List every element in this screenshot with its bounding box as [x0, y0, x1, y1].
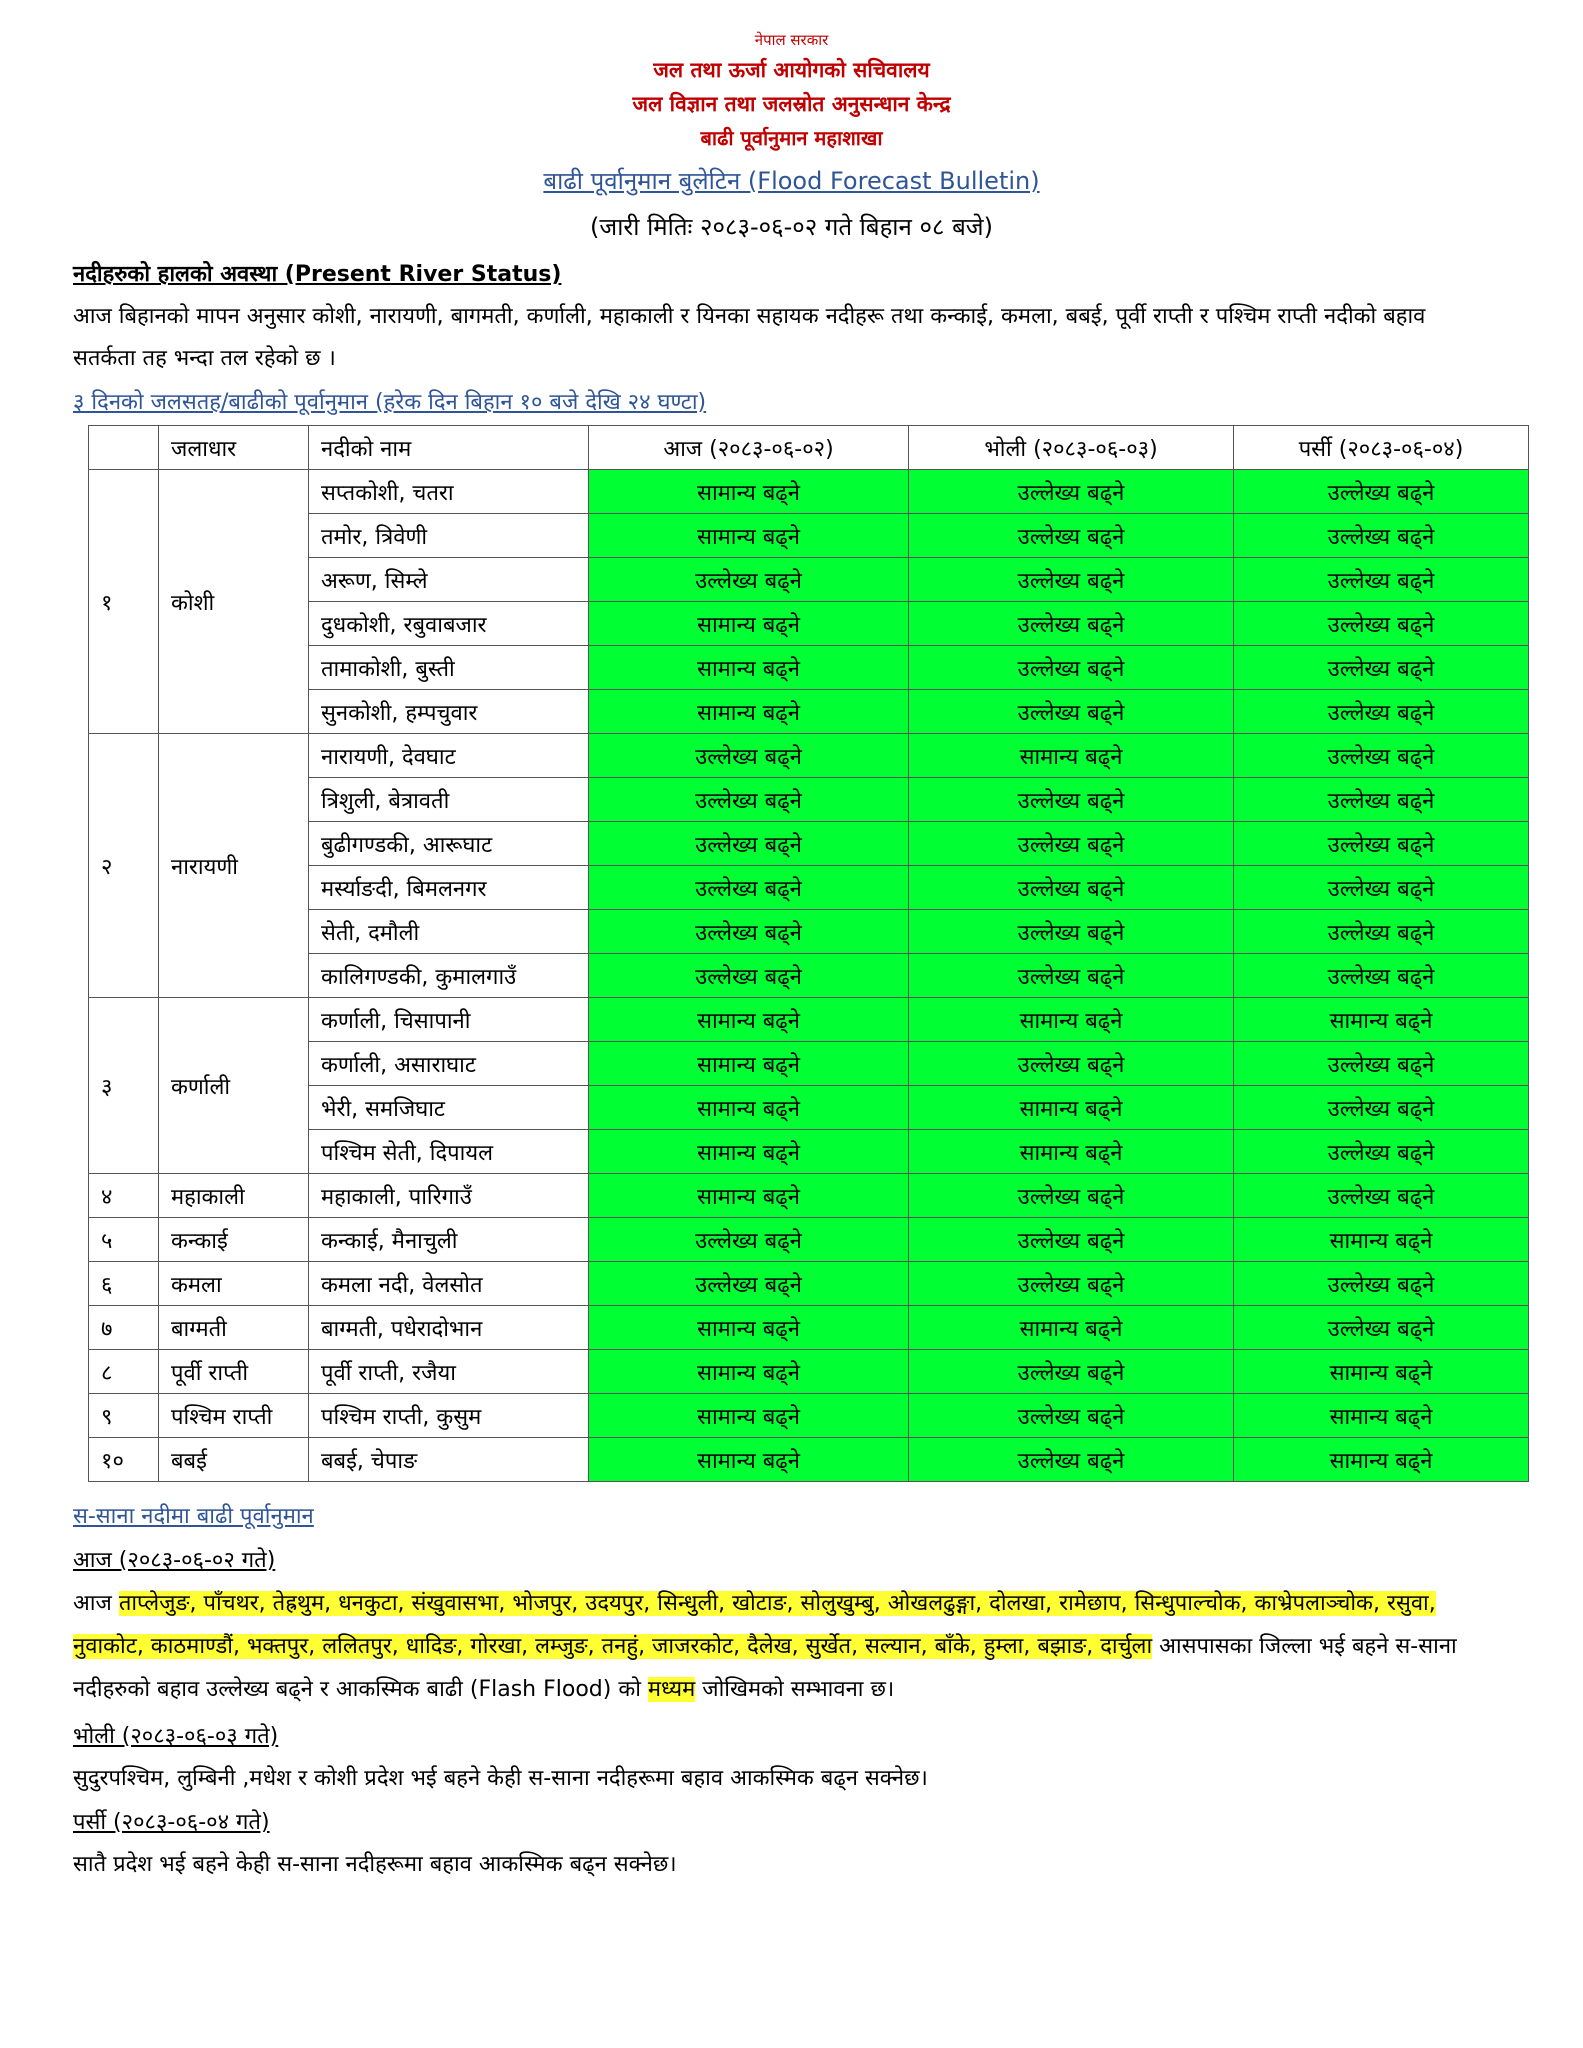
- forecast-dayafter: उल्लेख्य बढ्ने: [1234, 778, 1529, 822]
- forecast-today: सामान्य बढ्ने: [589, 470, 909, 514]
- forecast-dayafter: सामान्य बढ्ने: [1234, 1218, 1529, 1262]
- basin-name: महाकाली: [159, 1174, 309, 1218]
- today-suffix: जोखिमको सम्भावना छ।: [695, 1677, 895, 1702]
- forecast-dayafter: उल्लेख्य बढ्ने: [1234, 822, 1529, 866]
- river-station: दुधकोशी, रबुवाबजार: [309, 602, 589, 646]
- forecast-today: उल्लेख्य बढ्ने: [589, 954, 909, 998]
- forecast-dayafter: उल्लेख्य बढ्ने: [1234, 1130, 1529, 1174]
- col-dayafter-header: पर्सी (२०८३-०६-०४): [1234, 426, 1529, 470]
- river-station: अरूण, सिम्ले: [309, 558, 589, 602]
- col-today-header: आज (२०८३-०६-०२): [589, 426, 909, 470]
- table-row: [89, 470, 1529, 514]
- department-name: जल विज्ञान तथा जलस्रोत अनुसन्धान केन्द्र: [632, 92, 951, 116]
- forecast-tomorrow: उल्लेख्य बढ्ने: [909, 558, 1234, 602]
- basin-name: पूर्वी राप्ती: [159, 1350, 309, 1394]
- col-river-header: नदीको नाम: [309, 426, 589, 470]
- forecast-tomorrow: उल्लेख्य बढ्ने: [909, 514, 1234, 558]
- forecast-heading: ३ दिनको जलसतह/बाढीको पूर्वानुमान (हरेक दिन बिहान १० बजे देखि २४ घण्टा): [73, 390, 707, 415]
- table-row: [89, 1306, 1529, 1350]
- forecast-today: उल्लेख्य बढ्ने: [589, 558, 909, 602]
- government-name: नेपाल सरकार: [754, 31, 829, 49]
- basin-index: १०: [89, 1438, 159, 1482]
- basin-index: ७: [89, 1306, 159, 1350]
- issued-date: (जारी मितिः २०८३-०६-०२ गते बिहान ०८ बजे): [590, 213, 993, 241]
- river-station: महाकाली, पारिगाउँ: [309, 1174, 589, 1218]
- forecast-today: उल्लेख्य बढ्ने: [589, 822, 909, 866]
- river-station: सप्तकोशी, चतरा: [309, 470, 589, 514]
- forecast-dayafter: उल्लेख्य बढ्ने: [1234, 866, 1529, 910]
- dayafter-heading: पर्सी (२०८३-०६-०४ गते): [73, 1810, 270, 1835]
- forecast-dayafter: उल्लेख्य बढ्ने: [1234, 1174, 1529, 1218]
- river-station: सेती, दमौली: [309, 910, 589, 954]
- forecast-today: सामान्य बढ्ने: [589, 646, 909, 690]
- forecast-dayafter: उल्लेख्य बढ्ने: [1234, 954, 1529, 998]
- basin-index: ६: [89, 1262, 159, 1306]
- forecast-dayafter: उल्लेख्य बढ्ने: [1234, 734, 1529, 778]
- secretariat-name: जल तथा ऊर्जा आयोगको सचिवालय: [653, 58, 930, 82]
- forecast-today: सामान्य बढ्ने: [589, 1394, 909, 1438]
- tomorrow-forecast-text: सुदुरपश्चिम, लुम्बिनी ,मधेश र कोशी प्रदेश भई बहने केही स-साना नदीहरूमा बहाव आकस्मिक बढ्न सक्नेछ।: [73, 1766, 928, 1791]
- division-name: बाढी पूर्वानुमान महाशाखा: [700, 126, 883, 150]
- basin-index: २: [89, 734, 159, 998]
- col-tomorrow-header: भोली (२०८३-०६-०३): [909, 426, 1234, 470]
- river-station: कालिगण्डकी, कुमालगाउँ: [309, 954, 589, 998]
- forecast-tomorrow: उल्लेख्य बढ्ने: [909, 1042, 1234, 1086]
- basin-name: कर्णाली: [159, 998, 309, 1174]
- basin-index: ५: [89, 1218, 159, 1262]
- river-station: बाग्मती, पधेरादोभान: [309, 1306, 589, 1350]
- basin-name: कन्काई: [159, 1218, 309, 1262]
- river-station: पश्चिम राप्ती, कुसुम: [309, 1394, 589, 1438]
- river-station: बबई, चेपाङ: [309, 1438, 589, 1482]
- forecast-tomorrow: उल्लेख्य बढ्ने: [909, 1262, 1234, 1306]
- forecast-today: उल्लेख्य बढ्ने: [589, 1262, 909, 1306]
- dayafter-forecast-text: सातै प्रदेश भई बहने केही स-साना नदीहरूमा बहाव आकस्मिक बढ्न सक्नेछ।: [73, 1852, 677, 1877]
- forecast-table: [88, 425, 1529, 1482]
- forecast-today: सामान्य बढ्ने: [589, 998, 909, 1042]
- forecast-tomorrow: उल्लेख्य बढ्ने: [909, 778, 1234, 822]
- basin-name: कमला: [159, 1262, 309, 1306]
- forecast-today: सामान्य बढ्ने: [589, 514, 909, 558]
- basin-name: कोशी: [159, 470, 309, 734]
- forecast-dayafter: उल्लेख्य बढ्ने: [1234, 690, 1529, 734]
- river-station: कमला नदी, वेलसोत: [309, 1262, 589, 1306]
- forecast-dayafter: उल्लेख्य बढ्ने: [1234, 1262, 1529, 1306]
- forecast-dayafter: उल्लेख्य बढ्ने: [1234, 1042, 1529, 1086]
- forecast-tomorrow: उल्लेख्य बढ्ने: [909, 910, 1234, 954]
- forecast-tomorrow: सामान्य बढ्ने: [909, 1306, 1234, 1350]
- forecast-today: सामान्य बढ्ने: [589, 1174, 909, 1218]
- table-row: [89, 1262, 1529, 1306]
- basin-name: नारायणी: [159, 734, 309, 998]
- small-rivers-heading: स-साना नदीमा बाढी पूर्वानुमान: [73, 1504, 314, 1529]
- forecast-today: सामान्य बढ्ने: [589, 690, 909, 734]
- river-station: नारायणी, देवघाट: [309, 734, 589, 778]
- table-row: [89, 1218, 1529, 1262]
- forecast-today: उल्लेख्य बढ्ने: [589, 866, 909, 910]
- river-station: कर्णाली, असाराघाट: [309, 1042, 589, 1086]
- forecast-table-body: [89, 470, 1529, 1482]
- table-row: [89, 1350, 1529, 1394]
- basin-index: ८: [89, 1350, 159, 1394]
- forecast-tomorrow: सामान्य बढ्ने: [909, 1130, 1234, 1174]
- basin-index: १: [89, 470, 159, 734]
- forecast-dayafter: उल्लेख्य बढ्ने: [1234, 646, 1529, 690]
- forecast-dayafter: सामान्य बढ्ने: [1234, 998, 1529, 1042]
- today-heading: आज (२०८३-०६-०२ गते): [73, 1548, 276, 1573]
- forecast-today: सामान्य बढ्ने: [589, 602, 909, 646]
- present-status-text: आज बिहानको मापन अनुसार कोशी, नारायणी, बागमती, कर्णाली, महाकाली र यिनका सहायक नदीहरू तथा कन्काई, कमला, बबई, पूर्वी राप्ती र पश्चिम राप्ती नदीको बहाव सतर्कता तह भन्दा तल रहेको छ ।: [73, 304, 1426, 371]
- forecast-dayafter: सामान्य बढ्ने: [1234, 1394, 1529, 1438]
- forecast-dayafter: उल्लेख्य बढ्ने: [1234, 1306, 1529, 1350]
- table-header-row: [89, 426, 1529, 470]
- forecast-dayafter: सामान्य बढ्ने: [1234, 1438, 1529, 1482]
- forecast-tomorrow: उल्लेख्य बढ्ने: [909, 646, 1234, 690]
- forecast-today: सामान्य बढ्ने: [589, 1130, 909, 1174]
- tomorrow-heading: भोली (२०८३-०६-०३ गते): [73, 1724, 279, 1749]
- forecast-tomorrow: उल्लेख्य बढ्ने: [909, 1350, 1234, 1394]
- basin-name: बबई: [159, 1438, 309, 1482]
- forecast-tomorrow: सामान्य बढ्ने: [909, 1086, 1234, 1130]
- forecast-tomorrow: सामान्य बढ्ने: [909, 734, 1234, 778]
- basin-name: बाग्मती: [159, 1306, 309, 1350]
- today-districts: ताप्लेजुङ, पाँचथर, तेह्रथुम, धनकुटा, संखुवासभा, भोजपुर, उदयपुर, सिन्धुली, खोटाङ, सोलुखुम्बु, ओखलढुङ्गा, दोलखा, रामेछाप, सिन्धुपाल्चोक, काभ्रेपलाञ्चोक, रसुवा, नुवाकोट, काठमाण्डौं, भक्तपुर, ललितपुर, धादिङ, गोरखा, लम्जुङ, तनहुं, जाजरकोट, दैलेख, सुर्खेत, सल्यान, बाँके, हुम्ला, बझाङ, दार्चुला: [73, 1591, 1436, 1659]
- river-station: तमोर, त्रिवेणी: [309, 514, 589, 558]
- table-row: [89, 734, 1529, 778]
- forecast-tomorrow: उल्लेख्य बढ्ने: [909, 1218, 1234, 1262]
- forecast-tomorrow: उल्लेख्य बढ्ने: [909, 470, 1234, 514]
- forecast-today: उल्लेख्य बढ्ने: [589, 910, 909, 954]
- forecast-tomorrow: उल्लेख्य बढ्ने: [909, 822, 1234, 866]
- forecast-tomorrow: उल्लेख्य बढ्ने: [909, 1394, 1234, 1438]
- risk-level: मध्यम: [647, 1677, 696, 1702]
- col-index-header: [89, 426, 159, 470]
- table-row: [89, 1394, 1529, 1438]
- forecast-today: सामान्य बढ्ने: [589, 1438, 909, 1482]
- table-row: [89, 998, 1529, 1042]
- table-row: [89, 1438, 1529, 1482]
- forecast-tomorrow: उल्लेख्य बढ्ने: [909, 954, 1234, 998]
- forecast-tomorrow: उल्लेख्य बढ्ने: [909, 1438, 1234, 1482]
- forecast-today: सामान्य बढ्ने: [589, 1086, 909, 1130]
- today-middle: आसपासका जिल्ला भई बहने स-साना नदीहरुको बहाव उल्लेख्य बढ्ने र आकस्मिक बाढी (Flash Flood) को: [73, 1634, 1457, 1702]
- river-station: त्रिशुली, बेत्रावती: [309, 778, 589, 822]
- river-station: तामाकोशी, बुस्ती: [309, 646, 589, 690]
- river-station: बुढीगण्डकी, आरूघाट: [309, 822, 589, 866]
- forecast-tomorrow: सामान्य बढ्ने: [909, 998, 1234, 1042]
- today-forecast-text: [73, 1582, 1503, 1711]
- table-row: [89, 1174, 1529, 1218]
- today-prefix: आज: [73, 1591, 119, 1616]
- forecast-dayafter: सामान्य बढ्ने: [1234, 1350, 1529, 1394]
- forecast-dayafter: उल्लेख्य बढ्ने: [1234, 910, 1529, 954]
- basin-index: ४: [89, 1174, 159, 1218]
- col-basin-header: जलाधार: [159, 426, 309, 470]
- present-status-heading: नदीहरुको हालको अवस्था (Present River Status): [73, 262, 562, 287]
- river-station: कर्णाली, चिसापानी: [309, 998, 589, 1042]
- river-station: पश्चिम सेती, दिपायल: [309, 1130, 589, 1174]
- forecast-tomorrow: उल्लेख्य बढ्ने: [909, 1174, 1234, 1218]
- river-station: सुनकोशी, हम्पचुवार: [309, 690, 589, 734]
- river-station: पूर्वी राप्ती, रजैया: [309, 1350, 589, 1394]
- basin-index: ३: [89, 998, 159, 1174]
- river-station: भेरी, समजिघाट: [309, 1086, 589, 1130]
- bulletin-title: बाढी पूर्वानुमान बुलेटिन (Flood Forecast Bulletin): [543, 167, 1040, 195]
- forecast-dayafter: उल्लेख्य बढ्ने: [1234, 514, 1529, 558]
- basin-name: पश्चिम राप्ती: [159, 1394, 309, 1438]
- forecast-today: सामान्य बढ्ने: [589, 1350, 909, 1394]
- forecast-tomorrow: उल्लेख्य बढ्ने: [909, 690, 1234, 734]
- forecast-dayafter: उल्लेख्य बढ्ने: [1234, 602, 1529, 646]
- forecast-tomorrow: उल्लेख्य बढ्ने: [909, 602, 1234, 646]
- forecast-today: उल्लेख्य बढ्ने: [589, 778, 909, 822]
- forecast-dayafter: उल्लेख्य बढ्ने: [1234, 558, 1529, 602]
- forecast-today: उल्लेख्य बढ्ने: [589, 1218, 909, 1262]
- forecast-today: सामान्य बढ्ने: [589, 1306, 909, 1350]
- river-station: कन्काई, मैनाचुली: [309, 1218, 589, 1262]
- forecast-today: उल्लेख्य बढ्ने: [589, 734, 909, 778]
- forecast-dayafter: उल्लेख्य बढ्ने: [1234, 1086, 1529, 1130]
- river-station: मर्स्याङदी, बिमलनगर: [309, 866, 589, 910]
- forecast-tomorrow: उल्लेख्य बढ्ने: [909, 866, 1234, 910]
- forecast-dayafter: उल्लेख्य बढ्ने: [1234, 470, 1529, 514]
- forecast-today: सामान्य बढ्ने: [589, 1042, 909, 1086]
- basin-index: ९: [89, 1394, 159, 1438]
